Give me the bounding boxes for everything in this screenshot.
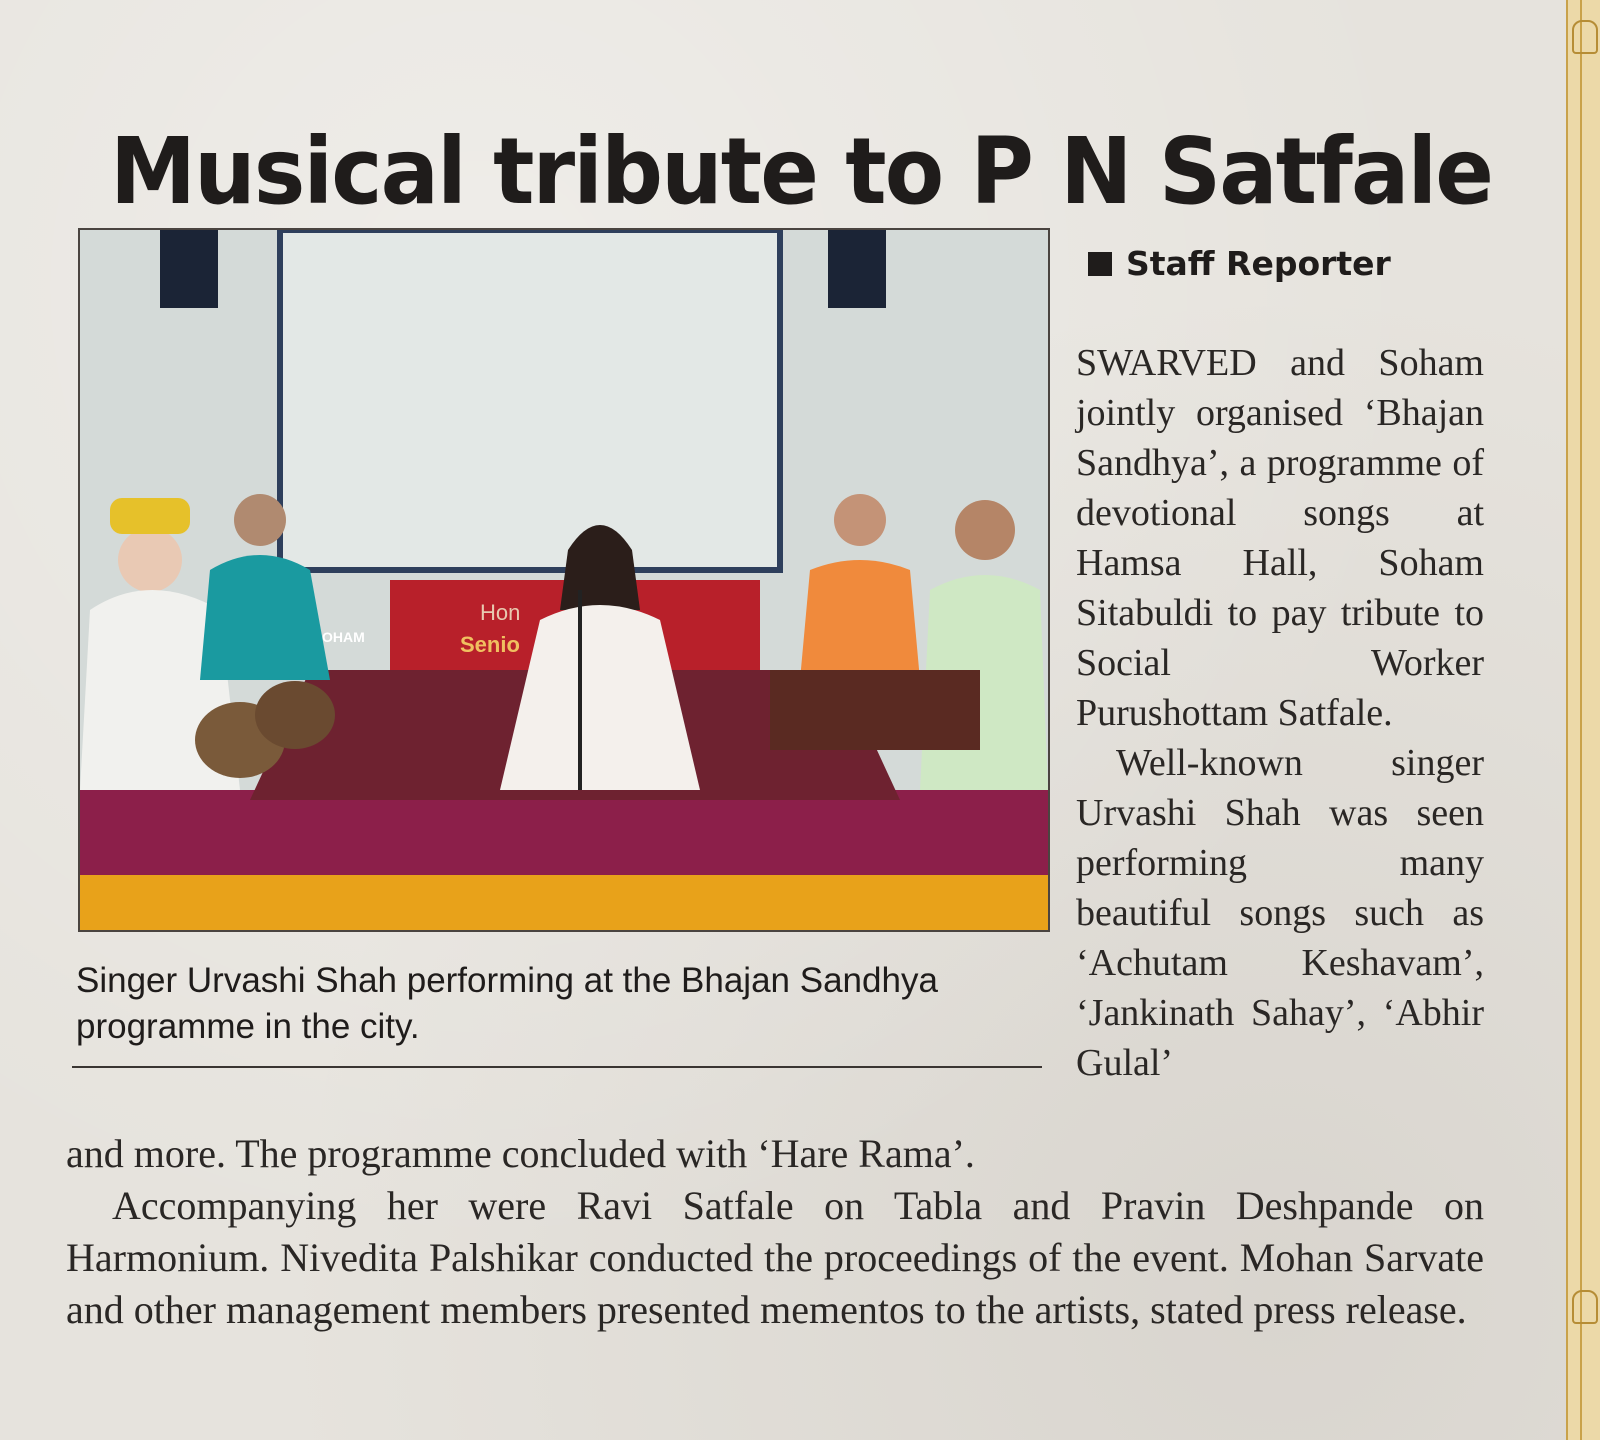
carpet bbox=[80, 790, 1048, 880]
article-continuation: and more. The programme concluded with ‘Hare Rama’. bbox=[66, 1131, 975, 1176]
speaker-left bbox=[160, 230, 218, 308]
page-border-ornament bbox=[1566, 0, 1600, 1440]
stage-edge bbox=[80, 875, 1048, 930]
byline bbox=[1088, 244, 1391, 283]
tabla-player-head bbox=[118, 528, 182, 592]
border-scroll-ornament bbox=[1572, 1290, 1598, 1324]
article-paragraph: SWARVED and Soham jointly organised ‘Bhajan Sandhya’, a programme of devotional songs at Hamsa Hall, Soham Sitabuldi to pay tribute to Social Worker Purushottam Satfale. bbox=[1076, 342, 1484, 734]
yellow-turban bbox=[110, 498, 190, 534]
article-paragraph: Well-known singer Urvashi Shah was seen performing many beautiful songs such as ‘Achutam Keshavam’, ‘Jankinath Sahay’, ‘Abhir Gulal’ bbox=[1076, 742, 1484, 1084]
border-line bbox=[1580, 0, 1582, 1440]
byline-bullet-icon bbox=[1088, 252, 1112, 276]
mic-label: OHAM bbox=[322, 629, 365, 645]
woman-orange-body bbox=[800, 560, 920, 680]
border-scroll-ornament bbox=[1572, 20, 1598, 54]
musician-teal-body bbox=[200, 555, 330, 680]
harmonium bbox=[770, 670, 980, 750]
article-photo bbox=[78, 228, 1050, 932]
banner-text-line1: Hon bbox=[480, 600, 521, 625]
article-body-continued bbox=[66, 1128, 1484, 1336]
byline-text: Staff Reporter bbox=[1126, 244, 1391, 283]
harmonium-player-head bbox=[955, 500, 1015, 560]
article-column bbox=[1076, 338, 1484, 1088]
dayan-drum bbox=[255, 681, 335, 749]
woman-orange-head bbox=[834, 494, 886, 546]
photo-caption: Singer Urvashi Shah performing at the Bhajan Sandhya programme in the city. bbox=[76, 961, 938, 1046]
photo-scene-illustration bbox=[80, 230, 1048, 930]
banner-text-line2: Senio bbox=[460, 632, 520, 657]
speaker-right bbox=[828, 230, 886, 308]
projection-screen bbox=[280, 230, 780, 570]
article-closing-paragraph: Accompanying her were Ravi Satfale on Tabla and Pravin Deshpande on Harmonium. Nivedita Palshikar conducted the proceedings of the event. Mohan Sarvate and other management members presented mementos to the artists, stated press release. bbox=[66, 1183, 1484, 1332]
article-headline: Musical tribute to P N Satfale bbox=[110, 117, 1493, 225]
caption-divider bbox=[72, 1066, 1042, 1068]
musician-teal-head bbox=[234, 494, 286, 546]
